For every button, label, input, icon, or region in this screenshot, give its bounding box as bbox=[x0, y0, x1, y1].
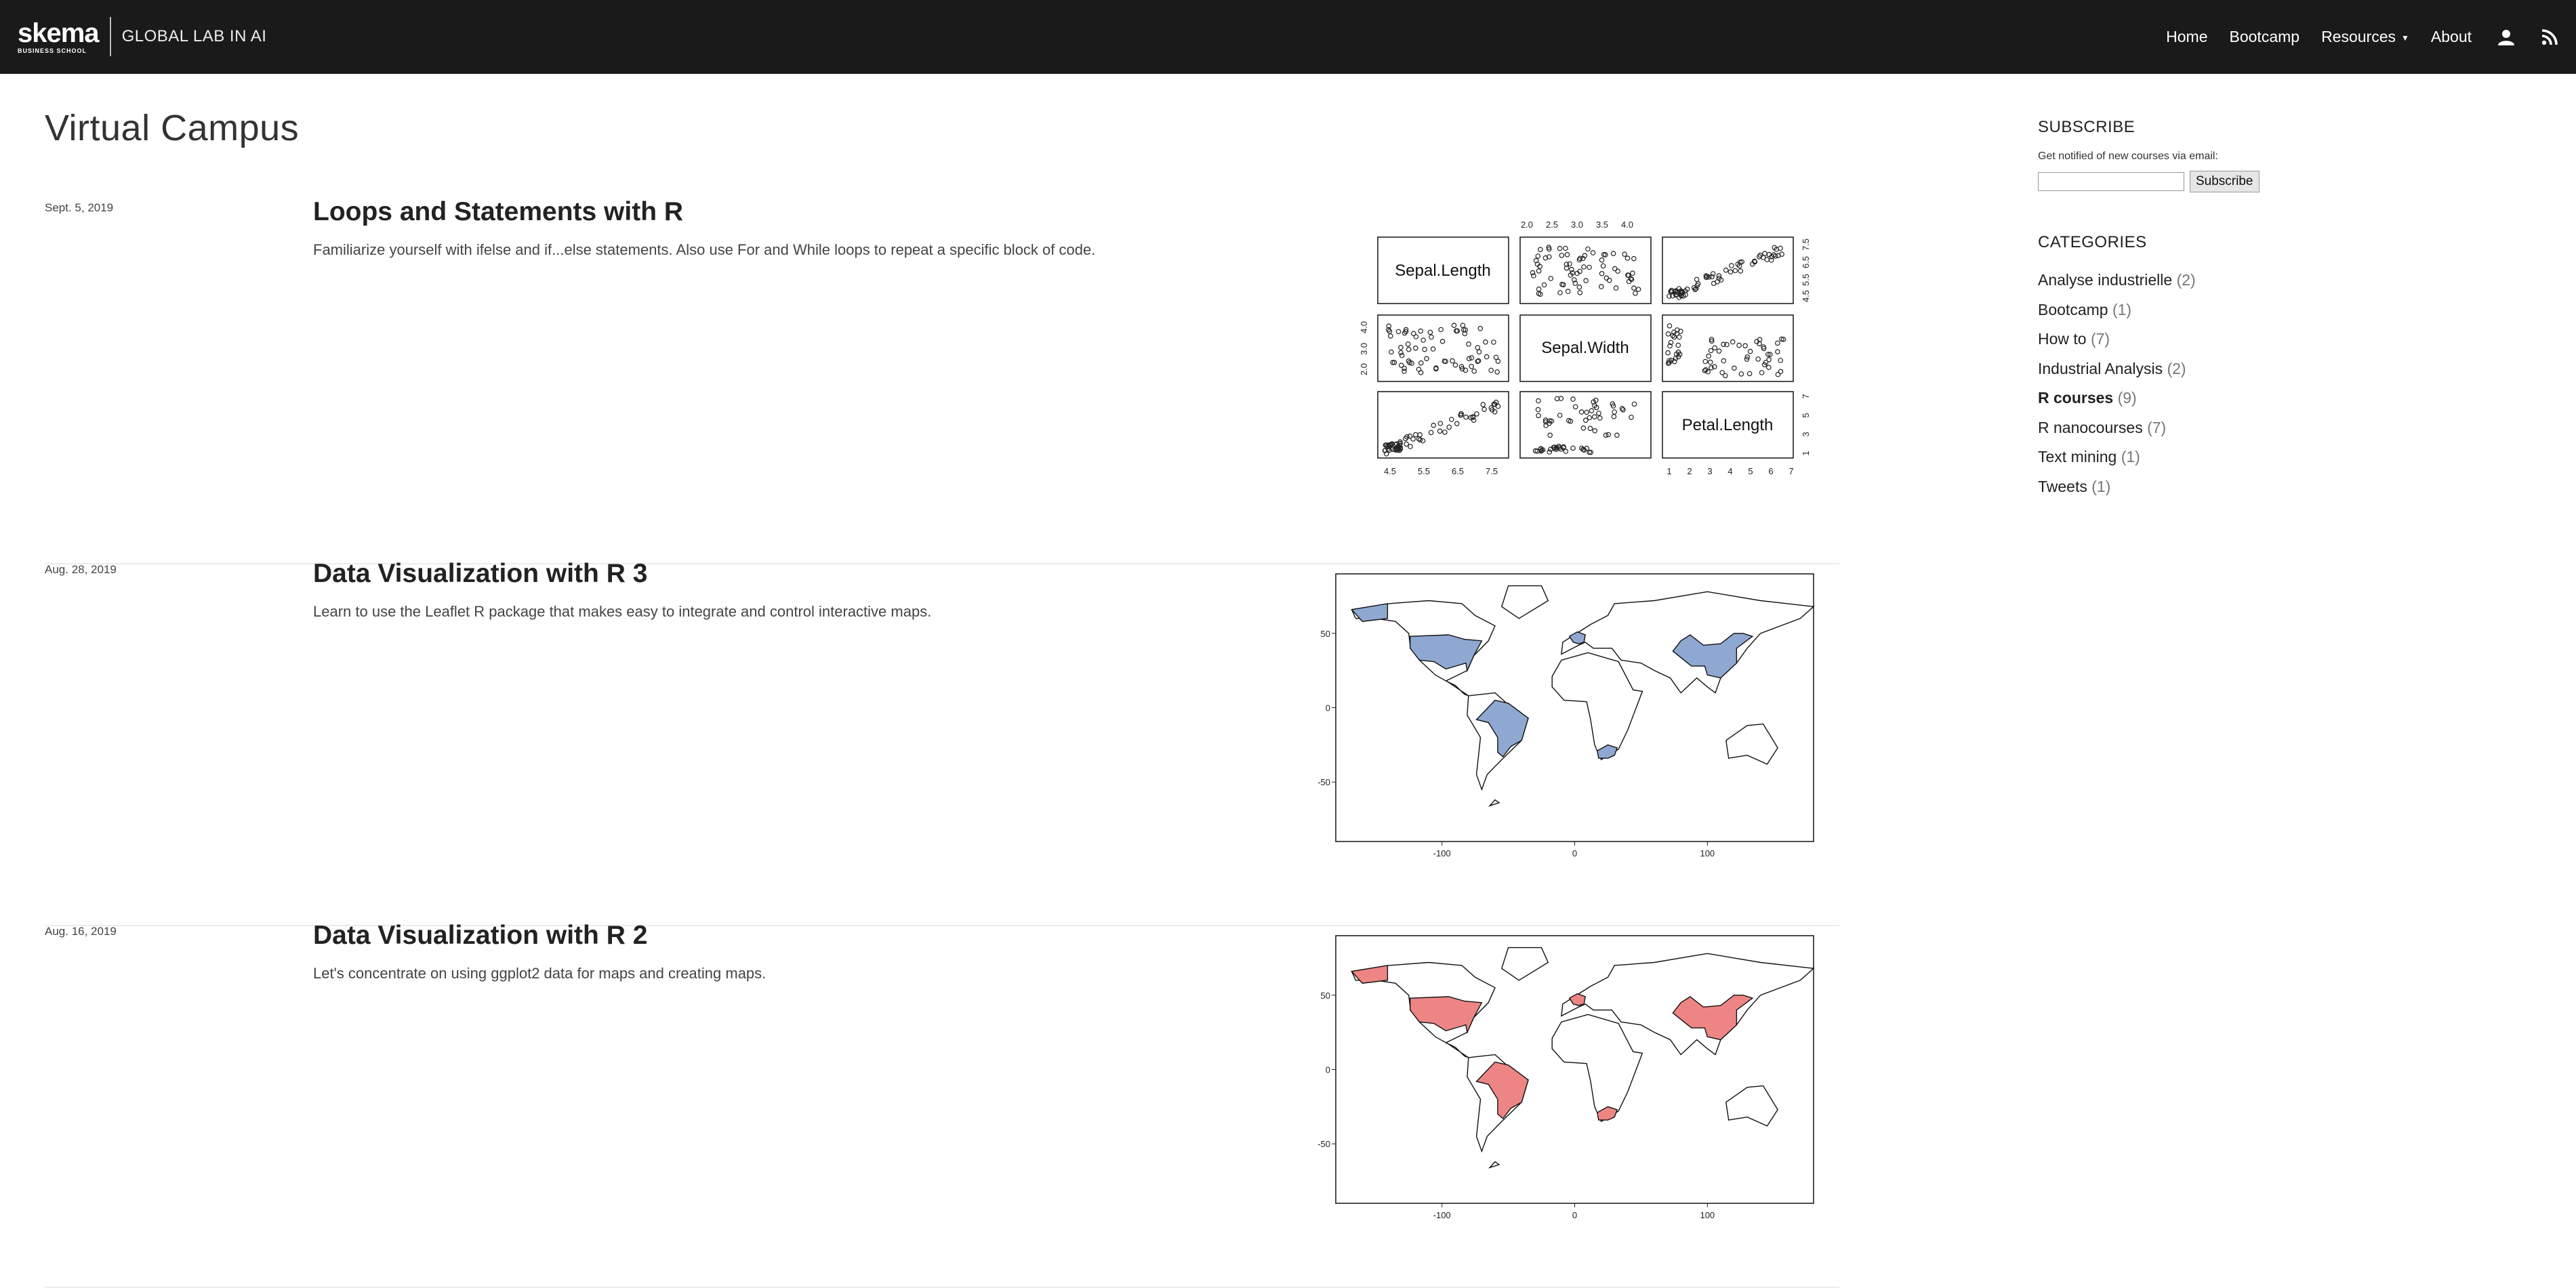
scatter-point bbox=[1666, 351, 1670, 355]
scatter-point bbox=[1537, 287, 1541, 291]
lab-name[interactable]: GLOBAL LAB IN AI bbox=[121, 27, 267, 45]
category-count: (1) bbox=[2091, 477, 2111, 495]
tick-label: 0 bbox=[1572, 848, 1578, 858]
scatter-point bbox=[1558, 413, 1562, 417]
post-description: Let's concentrate on using ggplot2 data for maps and creating maps. bbox=[313, 965, 766, 982]
scatter-point bbox=[1577, 285, 1581, 289]
tick-label: 100 bbox=[1700, 1210, 1715, 1220]
category-name[interactable]: How to bbox=[2038, 330, 2087, 348]
scatter-point bbox=[1728, 270, 1732, 274]
tick-label: 0 bbox=[1572, 1210, 1578, 1220]
scatter-point bbox=[1709, 348, 1713, 352]
post-title[interactable]: Loops and Statements with R bbox=[313, 197, 684, 226]
scatter-point bbox=[1636, 287, 1640, 291]
scatter-point bbox=[1612, 410, 1616, 414]
scatter-point bbox=[1613, 266, 1617, 270]
pairs-var-label: Sepal.Length bbox=[1395, 262, 1491, 280]
pairs-var-label: Petal.Length bbox=[1681, 416, 1774, 434]
scatter-point bbox=[1416, 367, 1420, 371]
scatter-point bbox=[1703, 359, 1707, 363]
nav-resources-label: Resources bbox=[2321, 28, 2396, 45]
scatter-point bbox=[1587, 415, 1591, 419]
scatter-point bbox=[1536, 407, 1540, 411]
scatter-point bbox=[1589, 409, 1593, 413]
world-map-thumbnail[interactable] bbox=[1317, 930, 1868, 1235]
scatter-point bbox=[1414, 346, 1418, 350]
post-card bbox=[45, 921, 1839, 1288]
scatter-point bbox=[1776, 341, 1780, 345]
logo-subtitle: BUSINESS SCHOOL bbox=[18, 47, 87, 54]
scatter-point bbox=[1601, 264, 1605, 268]
tick-label: 4.5 bbox=[1801, 289, 1811, 303]
scatter-point bbox=[1407, 348, 1411, 352]
scatter-point bbox=[1612, 415, 1616, 419]
subscribe-note: Get notified of new courses via email: bbox=[2038, 150, 2218, 162]
category-name[interactable]: Text mining bbox=[2038, 448, 2117, 465]
scatter-point bbox=[1737, 344, 1741, 348]
category-name[interactable]: Analyse industrielle bbox=[2038, 271, 2173, 289]
scatter-point bbox=[1542, 283, 1546, 287]
scatter-point bbox=[1452, 323, 1456, 327]
scatter-point bbox=[1776, 350, 1780, 354]
scatter-point bbox=[1563, 246, 1568, 250]
tick-label: 3.0 bbox=[1359, 342, 1369, 356]
scatter-point bbox=[1399, 350, 1403, 354]
scatter-point bbox=[1738, 269, 1742, 273]
category-count: (7) bbox=[2147, 418, 2167, 436]
tick-label: 7 bbox=[1788, 466, 1794, 476]
tick-label: 1 bbox=[1667, 466, 1672, 476]
scatter-point bbox=[1475, 346, 1479, 350]
category-item[interactable] bbox=[2038, 295, 2295, 325]
category-item[interactable] bbox=[2038, 442, 2295, 472]
scatter-point bbox=[1396, 329, 1400, 333]
scatter-point bbox=[1759, 371, 1763, 375]
post-description: Learn to use the Leaflet R package that makes easy to integrate and control interactive maps. bbox=[313, 603, 932, 620]
category-name[interactable]: Industrial Analysis bbox=[2038, 359, 2163, 377]
tick-label: 0 bbox=[1325, 1064, 1330, 1075]
post-title[interactable]: Data Visualization with R 2 bbox=[313, 921, 648, 950]
scatter-point bbox=[1489, 368, 1493, 372]
scatter-point bbox=[1460, 323, 1465, 327]
tick-label: 3.5 bbox=[1595, 220, 1609, 230]
scatter-point bbox=[1481, 402, 1485, 407]
category-name[interactable]: R courses bbox=[2038, 389, 2114, 407]
tick-label: 2.0 bbox=[1359, 362, 1369, 376]
tick-label: 4 bbox=[1727, 466, 1733, 476]
scatter-point bbox=[1453, 363, 1457, 367]
scatter-point bbox=[1767, 358, 1771, 362]
nav-about[interactable]: About bbox=[2430, 28, 2472, 45]
scatter-point bbox=[1598, 416, 1602, 420]
scatter-point bbox=[1429, 430, 1433, 434]
tick-label: 50 bbox=[1320, 990, 1330, 1001]
tick-label: 6.5 bbox=[1451, 466, 1465, 476]
tick-label: 3.0 bbox=[1570, 220, 1584, 230]
scatter-point bbox=[1706, 354, 1711, 358]
tick-label: -100 bbox=[1433, 1210, 1451, 1220]
scatter-point bbox=[1484, 340, 1488, 344]
scatter-point bbox=[1571, 446, 1575, 450]
tick-label: 6.5 bbox=[1801, 255, 1811, 269]
scatter-point bbox=[1495, 370, 1499, 374]
scatter-point bbox=[1559, 253, 1563, 257]
main-nav bbox=[2144, 0, 2558, 74]
tick-label: 100 bbox=[1700, 848, 1715, 858]
tick-label: 7.5 bbox=[1801, 238, 1811, 251]
category-count: (2) bbox=[2176, 271, 2196, 289]
category-name[interactable]: Bootcamp bbox=[2038, 300, 2108, 318]
scatter-point bbox=[1450, 417, 1454, 421]
scatter-point bbox=[1604, 276, 1608, 280]
tick-label: 5 bbox=[1748, 466, 1753, 476]
caret-down-icon: ▼ bbox=[2401, 33, 2409, 43]
scatter-point bbox=[1425, 356, 1429, 360]
scatter-point bbox=[1419, 361, 1423, 365]
scatter-point bbox=[1666, 332, 1670, 336]
scatter-point bbox=[1593, 429, 1597, 433]
scatter-point bbox=[1496, 404, 1500, 409]
scatter-point bbox=[1730, 264, 1734, 268]
scatter-point bbox=[1586, 247, 1590, 251]
scatter-point bbox=[1538, 247, 1542, 251]
scatter-point bbox=[1482, 407, 1486, 411]
scatter-point bbox=[1536, 254, 1540, 258]
tick-label: 7 bbox=[1801, 394, 1811, 399]
brand[interactable] bbox=[18, 18, 266, 56]
scatter-point bbox=[1428, 330, 1432, 334]
category-item-active[interactable] bbox=[2038, 383, 2295, 413]
scatter-point bbox=[1582, 265, 1586, 269]
subscribe-heading: SUBSCRIBE bbox=[2038, 118, 2135, 136]
scatter-point bbox=[1667, 324, 1671, 328]
scatter-point bbox=[1731, 339, 1735, 344]
scatter-point bbox=[1408, 444, 1412, 449]
scatter-point bbox=[1536, 413, 1540, 417]
tick-label: 4.0 bbox=[1359, 320, 1369, 334]
nav-home[interactable]: Home bbox=[2166, 28, 2208, 45]
brand-divider bbox=[110, 17, 111, 56]
scatter-point bbox=[1632, 286, 1636, 290]
category-count: (7) bbox=[2090, 330, 2110, 348]
scatter-point bbox=[1591, 251, 1595, 255]
subscribe-button[interactable]: Subscribe bbox=[2190, 171, 2260, 192]
scatter-point bbox=[1571, 397, 1575, 401]
scatter-point bbox=[1720, 371, 1724, 375]
scatter-point bbox=[1574, 404, 1578, 409]
scatter-point bbox=[1389, 350, 1393, 354]
scatter-point bbox=[1616, 269, 1620, 273]
category-count: (2) bbox=[2167, 359, 2186, 377]
category-count: (9) bbox=[2117, 389, 2137, 407]
category-item[interactable] bbox=[2038, 354, 2295, 384]
scatter-point bbox=[1625, 256, 1629, 260]
scatter-point bbox=[1414, 335, 1418, 339]
top-navbar bbox=[0, 0, 2576, 74]
tick-label: -50 bbox=[1317, 1139, 1330, 1150]
scatter-point bbox=[1747, 371, 1751, 375]
scatter-point bbox=[1599, 272, 1603, 276]
scatter-point bbox=[1694, 277, 1698, 281]
scatter-point bbox=[1389, 334, 1393, 338]
scatter-point bbox=[1549, 276, 1553, 281]
scatter-point bbox=[1717, 349, 1721, 353]
scatter-point bbox=[1399, 363, 1404, 367]
scatter-point bbox=[1599, 258, 1603, 262]
scatter-point bbox=[1709, 360, 1713, 364]
scatter-point bbox=[1536, 398, 1540, 402]
scatter-point bbox=[1440, 339, 1444, 344]
category-item[interactable] bbox=[2038, 413, 2295, 443]
scatter-point bbox=[1406, 342, 1410, 346]
tick-label: 1 bbox=[1801, 451, 1811, 456]
scatter-point bbox=[1712, 281, 1716, 285]
scatter-point bbox=[1756, 357, 1760, 361]
scatter-point bbox=[1733, 268, 1737, 272]
scatter-point bbox=[1532, 274, 1536, 278]
scatter-point bbox=[1477, 350, 1481, 354]
nav-bootcamp[interactable]: Bootcamp bbox=[2229, 28, 2300, 45]
scatter-point bbox=[1611, 251, 1615, 255]
category-count: (1) bbox=[2121, 448, 2140, 465]
post-description: Familiarize yourself with ifelse and if...else statements. Also use For and While loops to repeat a specific block of code. bbox=[313, 241, 1096, 258]
tick-label: -100 bbox=[1433, 848, 1451, 858]
scatter-point bbox=[1414, 432, 1418, 436]
scatter-point bbox=[1563, 449, 1568, 453]
scatter-point bbox=[1593, 415, 1597, 419]
scatter-point bbox=[1443, 430, 1447, 434]
scatter-point bbox=[1767, 365, 1771, 369]
scatter-point bbox=[1447, 425, 1451, 429]
category-name[interactable]: R nanocourses bbox=[2038, 418, 2143, 436]
post-date: Aug. 16, 2019 bbox=[45, 925, 117, 938]
pairs-panel bbox=[1662, 315, 1793, 381]
category-list bbox=[2038, 266, 2295, 501]
subscribe-form bbox=[2038, 171, 2295, 192]
scatter-point bbox=[1614, 286, 1618, 290]
scatter-point bbox=[1713, 346, 1717, 350]
skema-logo[interactable] bbox=[18, 20, 99, 54]
tick-label: 5 bbox=[1801, 413, 1811, 418]
scatter-point bbox=[1776, 373, 1780, 377]
scatter-point bbox=[1423, 348, 1427, 352]
scatter-point bbox=[1608, 278, 1612, 283]
scatter-point bbox=[1421, 338, 1425, 342]
world-map-thumbnail[interactable] bbox=[1317, 568, 1868, 873]
category-item[interactable] bbox=[2038, 472, 2295, 502]
tick-label: 2.0 bbox=[1520, 220, 1534, 230]
scatter-point bbox=[1429, 335, 1433, 339]
category-item[interactable] bbox=[2038, 266, 2295, 295]
tick-label: 4.0 bbox=[1620, 220, 1634, 230]
categories-heading: CATEGORIES bbox=[2038, 233, 2147, 251]
scatter-point bbox=[1404, 442, 1408, 446]
scatter-point bbox=[1676, 343, 1680, 347]
tick-label: 2.5 bbox=[1545, 220, 1559, 230]
scatter-point bbox=[1536, 269, 1540, 273]
scatter-point bbox=[1557, 247, 1561, 251]
scatter-point bbox=[1455, 421, 1459, 425]
category-name[interactable]: Tweets bbox=[2038, 477, 2087, 495]
scatter-point bbox=[1467, 342, 1471, 346]
scatter-point bbox=[1418, 329, 1423, 333]
scatter-point bbox=[1469, 365, 1473, 369]
scatter-point bbox=[1439, 327, 1443, 331]
tick-label: -50 bbox=[1317, 777, 1330, 788]
post-date: Sept. 5, 2019 bbox=[45, 201, 114, 214]
scatter-point bbox=[1408, 434, 1412, 438]
logo-word: skema bbox=[18, 18, 99, 48]
scatter-point bbox=[1402, 369, 1406, 373]
scatter-point bbox=[1743, 344, 1747, 348]
scatter-point bbox=[1615, 433, 1619, 437]
scatter-point bbox=[1739, 372, 1743, 376]
tick-label: 0 bbox=[1325, 703, 1330, 713]
post-title[interactable]: Data Visualization with R 3 bbox=[313, 559, 648, 588]
scatter-point bbox=[1587, 265, 1591, 269]
tick-label: 7.5 bbox=[1485, 466, 1498, 476]
scatter-point bbox=[1632, 402, 1636, 406]
email-input[interactable] bbox=[2038, 172, 2184, 191]
scatter-point bbox=[1633, 291, 1637, 295]
scatter-point bbox=[1420, 438, 1425, 442]
post-card bbox=[45, 559, 1839, 926]
scatter-point bbox=[1599, 285, 1603, 289]
pairs-var-label: Sepal.Width bbox=[1541, 339, 1629, 357]
scatter-point bbox=[1450, 358, 1454, 362]
scatter-point bbox=[1778, 358, 1782, 362]
category-item[interactable] bbox=[2038, 325, 2295, 354]
scatter-point bbox=[1478, 327, 1482, 331]
scatter-point bbox=[1558, 291, 1562, 295]
scatter-point bbox=[1399, 346, 1403, 350]
scatter-point bbox=[1431, 347, 1435, 351]
scatter-point bbox=[1620, 407, 1624, 411]
scatter-point bbox=[1761, 255, 1765, 259]
scatter-point bbox=[1579, 410, 1583, 414]
category-count: (1) bbox=[2112, 300, 2132, 318]
scatter-point bbox=[1565, 253, 1569, 257]
scatter-point bbox=[1475, 412, 1479, 416]
scatter-point bbox=[1418, 433, 1422, 437]
scatter-point bbox=[1584, 278, 1588, 283]
scatter-point bbox=[1438, 421, 1442, 425]
page-title: Virtual Campus bbox=[45, 108, 300, 148]
pairs-plot-thumbnail[interactable] bbox=[1356, 213, 1878, 478]
rss-icon[interactable] bbox=[2541, 28, 2558, 46]
scatter-point bbox=[1547, 450, 1551, 454]
scatter-point bbox=[1530, 270, 1534, 274]
sidebar bbox=[2038, 118, 2295, 501]
scatter-point bbox=[1724, 268, 1728, 272]
post-card bbox=[45, 197, 1839, 564]
scatter-point bbox=[1721, 358, 1725, 362]
scatter-point bbox=[1464, 415, 1468, 419]
user-icon[interactable] bbox=[2497, 28, 2515, 46]
scatter-point bbox=[1485, 354, 1489, 358]
post-date: Aug. 28, 2019 bbox=[45, 563, 117, 576]
scatter-point bbox=[1622, 252, 1627, 256]
scatter-point bbox=[1629, 415, 1633, 419]
scatter-point bbox=[1399, 353, 1404, 357]
scatter-point bbox=[1581, 426, 1585, 430]
tick-label: 50 bbox=[1320, 628, 1330, 639]
scatter-point bbox=[1585, 410, 1589, 414]
scatter-point bbox=[1732, 366, 1736, 370]
nav-resources[interactable] bbox=[2321, 28, 2409, 46]
tick-label: 4.5 bbox=[1383, 466, 1397, 476]
scatter-point bbox=[1566, 289, 1570, 293]
scatter-point bbox=[1431, 423, 1435, 428]
tick-label: 3 bbox=[1801, 432, 1811, 437]
scatter-point bbox=[1578, 291, 1582, 295]
scatter-point bbox=[1492, 340, 1496, 344]
scatter-point bbox=[1748, 350, 1752, 354]
scatter-point bbox=[1631, 271, 1635, 275]
tick-label: 5.5 bbox=[1417, 466, 1431, 476]
tick-label: 5.5 bbox=[1801, 273, 1811, 287]
scatter-point bbox=[1632, 257, 1636, 261]
scatter-point bbox=[1472, 369, 1476, 373]
scatter-point bbox=[1588, 426, 1592, 430]
scatter-point bbox=[1437, 429, 1442, 433]
tick-label: 2 bbox=[1687, 466, 1692, 476]
scatter-point bbox=[1494, 355, 1498, 359]
scatter-point bbox=[1597, 411, 1601, 415]
tick-label: 6 bbox=[1768, 466, 1774, 476]
tick-label: 3 bbox=[1707, 466, 1713, 476]
scatter-point bbox=[1548, 433, 1552, 437]
